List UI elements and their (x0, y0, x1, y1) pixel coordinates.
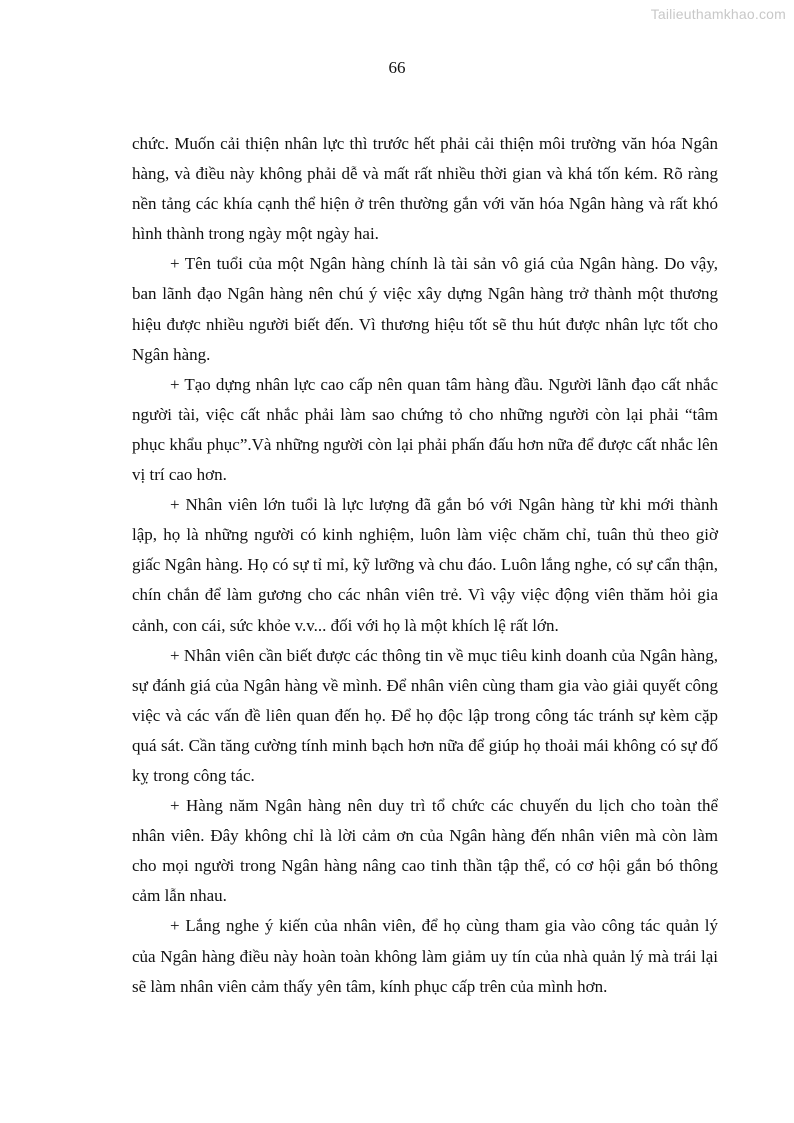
paragraph-7: + Lắng nghe ý kiến của nhân viên, để họ cùng tham gia vào công tác quản lý của Ngân hàng điều này hoàn toàn không làm giảm uy tín của nhà quản lý mà trái lại sẽ làm nhân viên cảm thấy yên tâm, kính phục cấp trên của mình hơn. (132, 916, 718, 996)
paragraph-1: chức. Muốn cải thiện nhân lực thì trước hết phải cải thiện môi trường văn hóa Ngân hàng, và điều này không phải dễ và mất rất nhiều thời gian và khá tốn kém. Rõ ràng nền tảng các khía cạnh thể hiện ở trên thường gắn với văn hóa Ngân hàng và rất khó hình thành trong ngày một ngày hai. (132, 134, 718, 244)
paragraph-5: + Nhân viên cần biết được các thông tin về mục tiêu kinh doanh của Ngân hàng, sự đánh giá của Ngân hàng về mình. Để nhân viên cùng tham gia vào giải quyết công việc và các vấn đề liên quan đến họ. Để họ độc lập trong công tác tránh sự kèm cặp quá sát. Cần tăng cường tính minh bạch hơn nữa để giúp họ thoải mái không có sự đố kỵ trong công tác. (132, 645, 718, 785)
document-body (132, 129, 718, 1002)
page-number: 66 (388, 58, 406, 77)
paragraph-4: + Nhân viên lớn tuổi là lực lượng đã gắn bó với Ngân hàng từ khi mới thành lập, họ là những người có kinh nghiệm, luôn làm việc chăm chỉ, tuân thủ theo giờ giấc Ngân hàng. Họ có sự tỉ mỉ, kỹ lưỡng và chu đáo. Luôn lắng nghe, có sự cẩn thận, chín chắn để làm gương cho các nhân viên trẻ. Vì vậy việc động viên thăm hỏi gia cảnh, con cái, sức khỏe v.v... đối với họ là một khích lệ rất lớn. (132, 495, 718, 635)
paragraph-6: + Hàng năm Ngân hàng nên duy trì tổ chức các chuyến du lịch cho toàn thể nhân viên. Đây không chỉ là lời cảm ơn của Ngân hàng đến nhân viên mà còn làm cho mọi người trong Ngân hàng nâng cao tinh thần tập thể, có cơ hội gắn bó thông cảm lẫn nhau. (132, 796, 718, 906)
paragraph-3: + Tạo dựng nhân lực cao cấp nên quan tâm hàng đầu. Người lãnh đạo cất nhắc người tài, việc cất nhắc phải làm sao chứng tỏ cho những người còn lại phải “tâm phục khẩu phục”.Và những người còn lại phải phấn đấu hơn nữa để được cất nhắc lên vị trí cao hơn. (132, 374, 718, 485)
watermark: Tailieuthamkhao.com (650, 6, 786, 22)
paragraph-2: + Tên tuổi của một Ngân hàng chính là tài sản vô giá của Ngân hàng. Do vậy, ban lãnh đạo Ngân hàng nên chú ý việc xây dựng Ngân hàng trở thành một thương hiệu được nhiều người biết đến. Vì thương hiệu tốt sẽ thu hút được nhân lực tốt cho Ngân hàng. (132, 254, 718, 364)
